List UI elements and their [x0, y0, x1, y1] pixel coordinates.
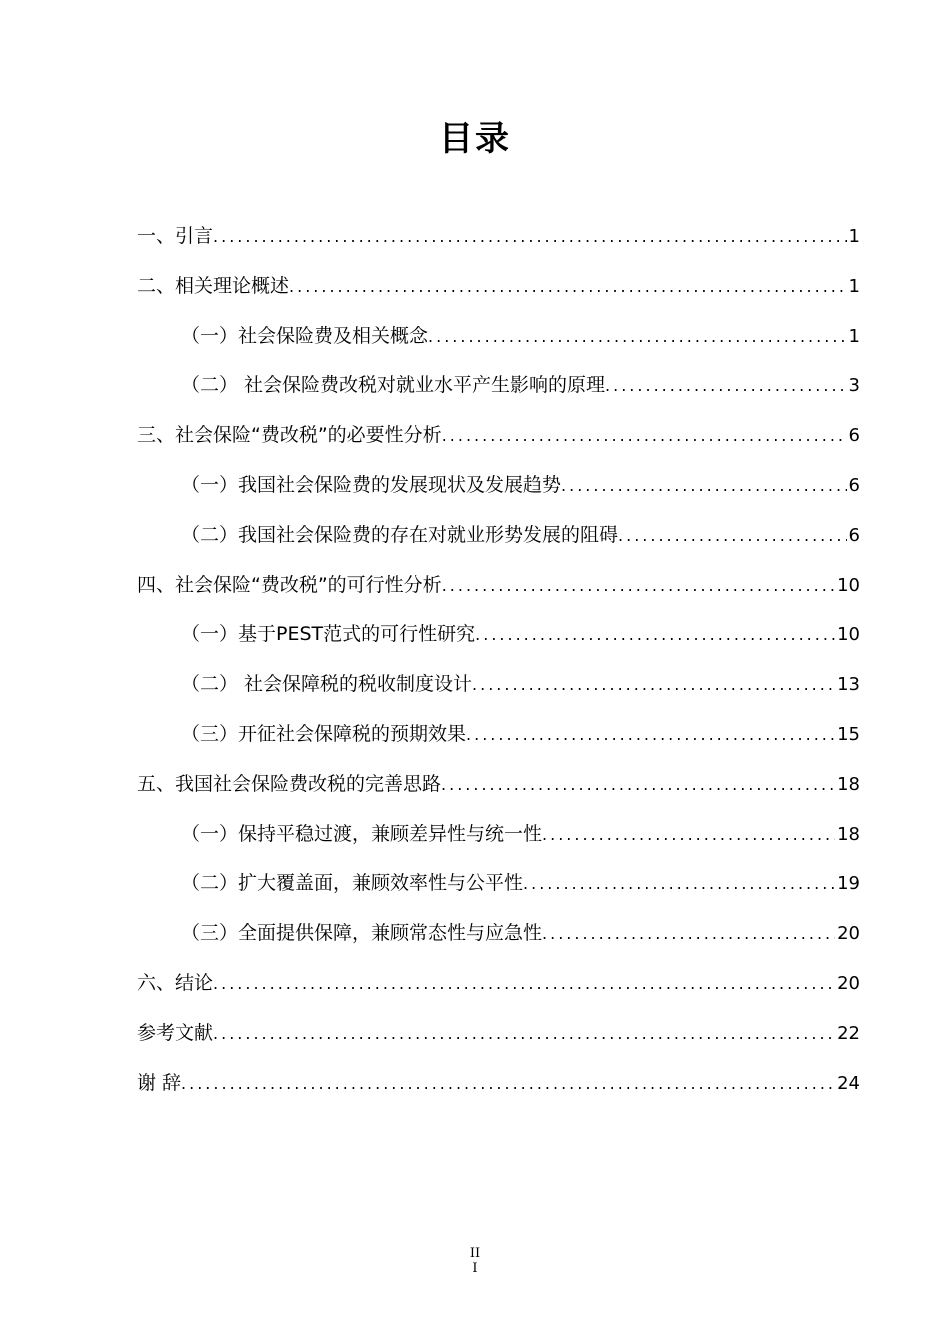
- toc-entry[interactable]: [137, 1059, 860, 1109]
- toc-page-number: 19: [837, 873, 860, 895]
- toc-entry-label: 四、社会保险“费改税”的可行性分析: [137, 573, 442, 596]
- table-of-contents: [137, 212, 860, 1108]
- toc-page-number: 3: [848, 375, 860, 397]
- toc-entry-label: （二）我国社会保险费的存在对就业形势发展的阻碍: [181, 523, 619, 546]
- toc-entry-label: 参考文献: [137, 1021, 214, 1044]
- toc-dot-leader: [442, 411, 847, 461]
- toc-page-number: 1: [848, 226, 860, 247]
- toc-entry-label: 五、我国社会保险费改税的完善思路: [137, 772, 442, 795]
- toc-entry-label: 一、引言: [137, 225, 214, 247]
- toc-entry[interactable]: [137, 461, 860, 511]
- toc-entry[interactable]: [137, 859, 860, 909]
- toc-entry[interactable]: [137, 610, 860, 660]
- toc-page-number: 24: [837, 1072, 860, 1094]
- toc-page-number: 18: [837, 773, 860, 795]
- toc-dot-leader: [542, 909, 835, 959]
- toc-entry[interactable]: [137, 959, 860, 1009]
- footer-page-number-line1: II: [469, 1246, 481, 1261]
- toc-entry[interactable]: [137, 909, 860, 959]
- toc-entry[interactable]: [137, 561, 860, 611]
- toc-page-number: 18: [837, 823, 860, 845]
- toc-entry[interactable]: [137, 810, 860, 860]
- toc-dot-leader: [442, 561, 835, 611]
- toc-entry[interactable]: [137, 411, 860, 461]
- toc-entry[interactable]: [137, 1009, 860, 1059]
- toc-page-number: 10: [837, 624, 860, 646]
- toc-entry[interactable]: [137, 710, 860, 760]
- toc-entry-label: （一）基于PEST范式的可行性研究: [181, 623, 476, 646]
- toc-entry-label: （三）开征社会保障税的预期效果: [181, 722, 467, 745]
- toc-page-number: 1: [848, 275, 860, 297]
- toc-entry[interactable]: [137, 312, 860, 362]
- toc-entry[interactable]: [137, 361, 860, 411]
- page-number-footer: [0, 1246, 950, 1276]
- toc-entry-label: （三）全面提供保障，兼顾常态性与应急性: [181, 922, 543, 945]
- toc-page-number: 1: [848, 325, 860, 347]
- toc-dot-leader: [523, 859, 835, 909]
- toc-dot-leader: [466, 710, 835, 760]
- toc-dot-leader: [542, 810, 835, 860]
- toc-dot-leader: [618, 511, 847, 561]
- toc-entry-label: （一）社会保险费及相关概念: [181, 324, 429, 347]
- footer-page-number-line2: I: [472, 1261, 478, 1276]
- toc-dot-leader: [475, 610, 835, 660]
- page-title: 目录: [439, 119, 511, 159]
- toc-entry[interactable]: [137, 511, 860, 561]
- toc-entry-label: （一）我国社会保险费的发展现状及发展趋势: [181, 473, 562, 496]
- toc-entry-label: （一）保持平稳过渡，兼顾差异性与统一性: [181, 822, 543, 845]
- toc-dot-leader: [472, 660, 835, 710]
- toc-page-number: 10: [837, 574, 860, 596]
- toc-dot-leader: [289, 262, 847, 312]
- toc-dot-leader: [561, 461, 847, 511]
- toc-entry-label: （二）扩大覆盖面，兼顾效率性与公平性: [181, 872, 524, 895]
- toc-page-number: 6: [848, 524, 860, 546]
- toc-entry-label: 谢 辞: [137, 1071, 182, 1094]
- toc-page-number: 22: [837, 1022, 860, 1044]
- toc-entry-label: （二） 社会保障税的税收制度设计: [181, 673, 473, 696]
- toc-entry[interactable]: [137, 212, 860, 262]
- toc-page-number: 20: [837, 972, 860, 994]
- toc-dot-leader: [181, 1059, 835, 1109]
- toc-page-number: 13: [837, 674, 860, 696]
- toc-page-number: 6: [848, 474, 860, 496]
- toc-dot-leader: [441, 760, 835, 810]
- toc-dot-leader: [428, 312, 847, 362]
- toc-entry-label: 二、相关理论概述: [137, 274, 290, 297]
- toc-entry-label: （二） 社会保险费改税对就业水平产生影响的原理: [181, 374, 606, 397]
- toc-dot-leader: [213, 212, 847, 262]
- toc-entry[interactable]: [137, 660, 860, 710]
- toc-dot-leader: [605, 361, 847, 411]
- toc-entry[interactable]: [137, 262, 860, 312]
- toc-page-number: 15: [837, 723, 860, 745]
- toc-entry-label: 六、结论: [137, 971, 214, 994]
- toc-page-number: 6: [848, 425, 860, 447]
- toc-dot-leader: [213, 1009, 835, 1059]
- toc-page-number: 20: [837, 923, 860, 945]
- toc-entry[interactable]: [137, 760, 860, 810]
- toc-dot-leader: [213, 959, 835, 1009]
- toc-entry-label: 三、社会保险“费改税”的必要性分析: [137, 424, 442, 447]
